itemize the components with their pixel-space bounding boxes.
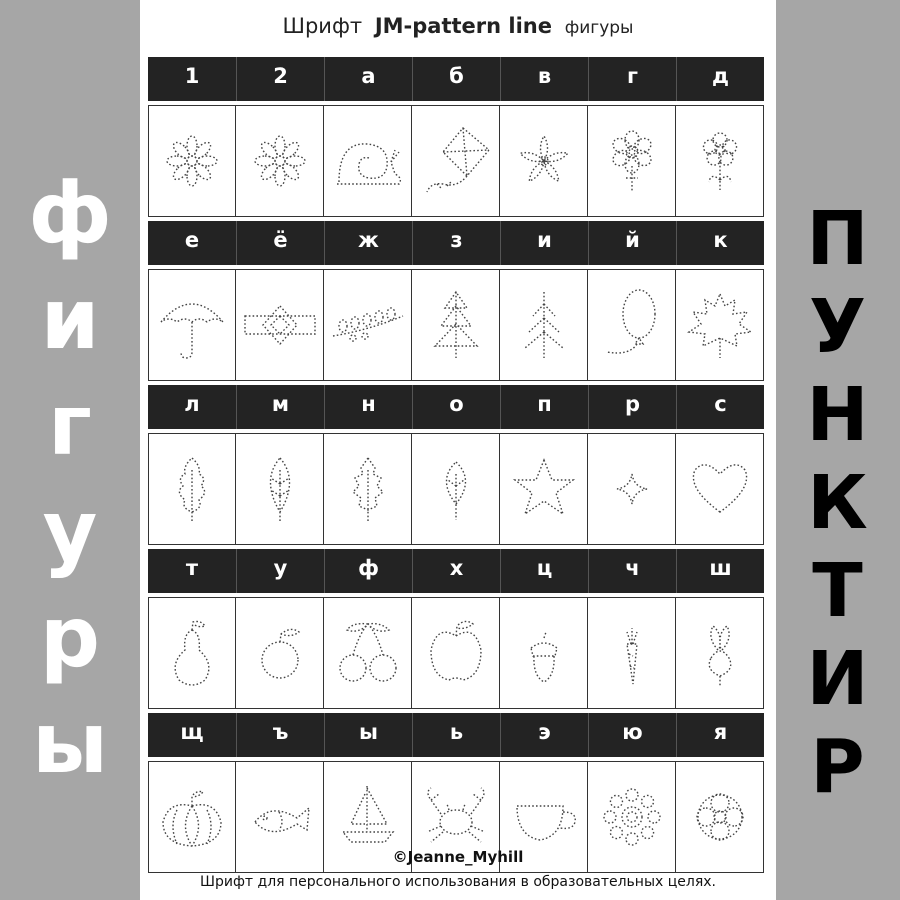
berry-branch-icon: [329, 286, 407, 364]
glyph-cell: [676, 269, 764, 381]
glyph-cell: [676, 597, 764, 709]
glyph-key-label: й: [588, 221, 676, 265]
left-vertical-word: [0, 160, 140, 796]
acorn-icon: [505, 614, 583, 692]
side-letter: Р: [810, 724, 865, 810]
pear-icon: [153, 614, 231, 692]
glyph-cell: [324, 269, 412, 381]
ring-flower-icon: [593, 778, 671, 856]
header-row: [148, 385, 764, 429]
glyph-cell: [148, 433, 236, 545]
copyright: ©Jeanne_Myhill: [392, 848, 524, 866]
glyph-key-label: у: [236, 549, 324, 593]
glyph-cell: [588, 597, 676, 709]
cherries-icon: [329, 614, 407, 692]
glyph-key-label: э: [500, 713, 588, 757]
glyph-key-label: м: [236, 385, 324, 429]
glyph-key-label: ы: [324, 713, 412, 757]
glyph-cell: [500, 269, 588, 381]
side-letter: У: [808, 284, 867, 370]
crab-icon: [417, 778, 495, 856]
side-letter: и: [40, 270, 100, 368]
glyph-cell: [676, 433, 764, 545]
glyph-cell: [324, 597, 412, 709]
maple-leaf-icon: [681, 286, 759, 364]
fir-tree-icon: [417, 286, 495, 364]
glyph-cell: [148, 269, 236, 381]
glyph-row: [148, 269, 764, 381]
glyph-key-label: д: [676, 57, 764, 101]
glyph-key-label: ш: [676, 549, 764, 593]
glyph-cell: [588, 105, 676, 217]
glyph-key-label: я: [676, 713, 764, 757]
glyph-key-label: о: [412, 385, 500, 429]
glyph-cell: [236, 269, 324, 381]
umbrella-icon: [153, 286, 231, 364]
glyph-key-label: ё: [236, 221, 324, 265]
glyph-cell: [500, 433, 588, 545]
glyph-cell: [236, 105, 324, 217]
glyph-key-label: п: [500, 385, 588, 429]
header-row: [148, 713, 764, 757]
orange-icon: [241, 614, 319, 692]
glyph-cell: [148, 105, 236, 217]
glyph-cell: [676, 105, 764, 217]
side-letter: г: [48, 376, 92, 474]
daisy-icon: [153, 122, 231, 200]
glyph-row: [148, 433, 764, 545]
glyph-cell: [236, 433, 324, 545]
pumpkin-icon: [153, 778, 231, 856]
side-letter: р: [39, 588, 101, 686]
glyph-key-label: г: [588, 57, 676, 101]
balloon-icon: [593, 286, 671, 364]
apple-icon: [417, 614, 495, 692]
title-suffix: фигуры: [564, 18, 634, 38]
glyph-key-label: в: [500, 57, 588, 101]
sailboat-icon: [329, 778, 407, 856]
side-letter: П: [806, 196, 869, 282]
glyph-cell: [324, 105, 412, 217]
right-vertical-word: [775, 195, 900, 811]
glyph-cell: [412, 105, 500, 217]
leaf-icon: [241, 450, 319, 528]
glyph-key-label: ч: [588, 549, 676, 593]
star-icon: [505, 450, 583, 528]
round-leaf-icon: [417, 450, 495, 528]
page-title: [140, 14, 776, 38]
glyph-cell: [412, 597, 500, 709]
glyph-key-label: р: [588, 385, 676, 429]
footnote: Шрифт для персонального использования в образовательных целях.: [199, 874, 716, 890]
glyph-grid: [148, 57, 764, 877]
side-letter: Н: [806, 372, 869, 458]
glyph-key-label: ь: [412, 713, 500, 757]
kite-icon: [417, 122, 495, 200]
glyph-cell: [588, 433, 676, 545]
glyph-cell: [588, 269, 676, 381]
side-letter: Т: [812, 548, 863, 634]
header-row: [148, 57, 764, 101]
daisy-icon: [241, 122, 319, 200]
glyph-key-label: и: [500, 221, 588, 265]
serrated-leaf-icon: [329, 450, 407, 528]
glyph-key-label: т: [148, 549, 236, 593]
glyph-key-label: к: [676, 221, 764, 265]
font-sheet: [140, 0, 776, 900]
glyph-cell: [412, 269, 500, 381]
title-prefix: Шрифт: [282, 14, 363, 38]
glyph-key-label: ю: [588, 713, 676, 757]
tulip-flower-icon: [593, 122, 671, 200]
glyph-row: [148, 105, 764, 217]
fish-icon: [241, 778, 319, 856]
diamond-border-icon: [241, 286, 319, 364]
glyph-cell: [148, 597, 236, 709]
carrot-icon: [593, 614, 671, 692]
header-row: [148, 221, 764, 265]
header-row: [148, 549, 764, 593]
side-letter: И: [806, 636, 869, 722]
glyph-key-label: б: [412, 57, 500, 101]
glyph-cell: [412, 433, 500, 545]
glyph-key-label: е: [148, 221, 236, 265]
glyph-key-label: щ: [148, 713, 236, 757]
glyph-key-label: ц: [500, 549, 588, 593]
side-letter: К: [807, 460, 868, 546]
side-letter: ы: [32, 694, 108, 792]
glyph-cell: [324, 433, 412, 545]
side-letter: у: [42, 482, 98, 580]
glyph-cell: [500, 597, 588, 709]
sparkle-icon: [593, 450, 671, 528]
circle-flower-icon: [681, 778, 759, 856]
cup-icon: [505, 778, 583, 856]
glyph-cell: [236, 597, 324, 709]
oak-leaf-icon: [153, 450, 231, 528]
glyph-key-label: ж: [324, 221, 412, 265]
glyph-key-label: н: [324, 385, 412, 429]
glyph-key-label: х: [412, 549, 500, 593]
heart-icon: [681, 450, 759, 528]
side-letter: ф: [28, 164, 112, 262]
flower-star-icon: [505, 122, 583, 200]
pine-tree-icon: [505, 286, 583, 364]
glyph-key-label: ъ: [236, 713, 324, 757]
small-flower-icon: [681, 122, 759, 200]
glyph-key-label: ф: [324, 549, 412, 593]
glyph-key-label: л: [148, 385, 236, 429]
snail-icon: [329, 122, 407, 200]
glyph-key-label: а: [324, 57, 412, 101]
glyph-row: [148, 597, 764, 709]
glyph-key-label: з: [412, 221, 500, 265]
glyph-key-label: 1: [148, 57, 236, 101]
glyph-key-label: 2: [236, 57, 324, 101]
glyph-key-label: с: [676, 385, 764, 429]
title-brand: JM-pattern line: [374, 14, 552, 38]
glyph-cell: [500, 105, 588, 217]
radish-icon: [681, 614, 759, 692]
